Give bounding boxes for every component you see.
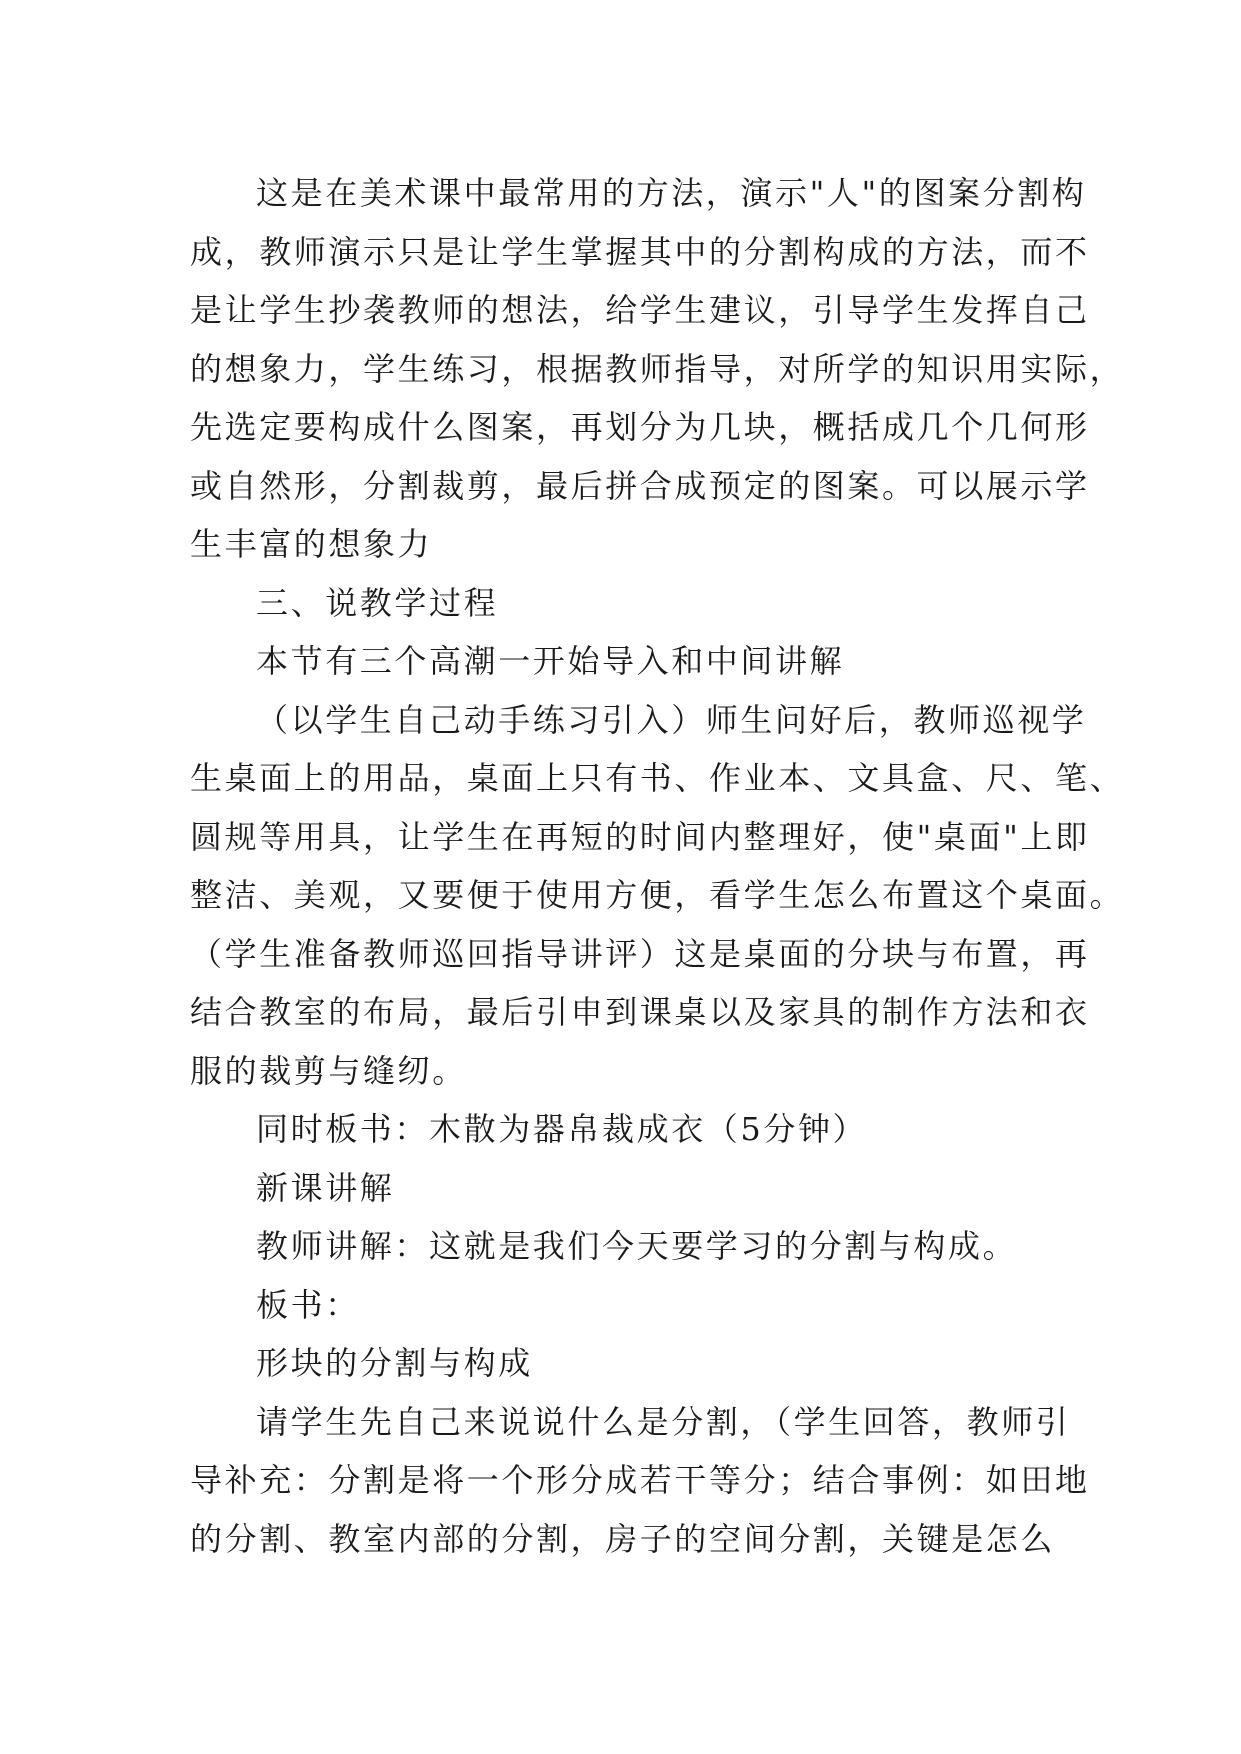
text-line: 或自然形，分割裁剪，最后拼合成预定的图案。可以展示学 [190, 466, 1090, 505]
text-line: 圆规等用具，让学生在再短的时间内整理好，使"桌面"上即 [190, 817, 1090, 856]
text-line: 是让学生抄袭教师的想法，给学生建议，引导学生发挥自己 [190, 291, 1090, 329]
text-line: （学生准备教师巡回指导讲评）这是桌面的分块与布置，再 [190, 934, 1090, 973]
text-line: 请学生先自己来说说什么是分割，（学生回答，教师引 [256, 1402, 1071, 1441]
text-line: 本节有三个高潮一开始导入和中间讲解 [256, 642, 845, 680]
text-line: 先选定要构成什么图案，再划分为几块，概括成几个几何形 [190, 408, 1090, 446]
text-line: 生丰富的想象力 [190, 525, 433, 563]
text-line: 服的裁剪与缝纫。 [190, 1051, 467, 1090]
document-body [190, 164, 1125, 1568]
text-line: 生桌面上的用品，桌面上只有书、作业本、文具盒、尺、笔、 [190, 759, 1125, 797]
text-line: 成，教师演示只是让学生掌握其中的分割构成的方法，而不 [190, 232, 1090, 271]
text-line: 的分割、教室内部的分割，房子的空间分割，关键是怎么 [190, 1519, 1056, 1558]
text-line: 教师讲解：这就是我们今天要学习的分割与构成。 [256, 1227, 1018, 1265]
section-heading: 三、说教学过程 [256, 583, 499, 622]
text-line: 新课讲解 [256, 1168, 395, 1207]
text-line: 形块的分割与构成 [256, 1344, 533, 1382]
text-line: 导补充：分割是将一个形分成若干等分；结合事例：如田地 [190, 1461, 1090, 1499]
text-line: 结合教室的布局，最后引申到课桌以及家具的制作方法和衣 [190, 993, 1090, 1031]
text-line: 同时板书：木散为器帛裁成衣（5分钟） [256, 1110, 868, 1148]
text-line: （以学生自己动手练习引入）师生问好后，教师巡视学 [256, 700, 1087, 739]
text-line: 整洁、美观，又要便于使用方便，看学生怎么布置这个桌面。 [190, 876, 1125, 914]
text-line: 的想象力，学生练习，根据教师指导，对所学的知识用实际， [190, 349, 1125, 388]
text-line: 这是在美术课中最常用的方法，演示"人"的图案分割构 [256, 174, 1087, 212]
text-line: 板书： [256, 1285, 360, 1324]
